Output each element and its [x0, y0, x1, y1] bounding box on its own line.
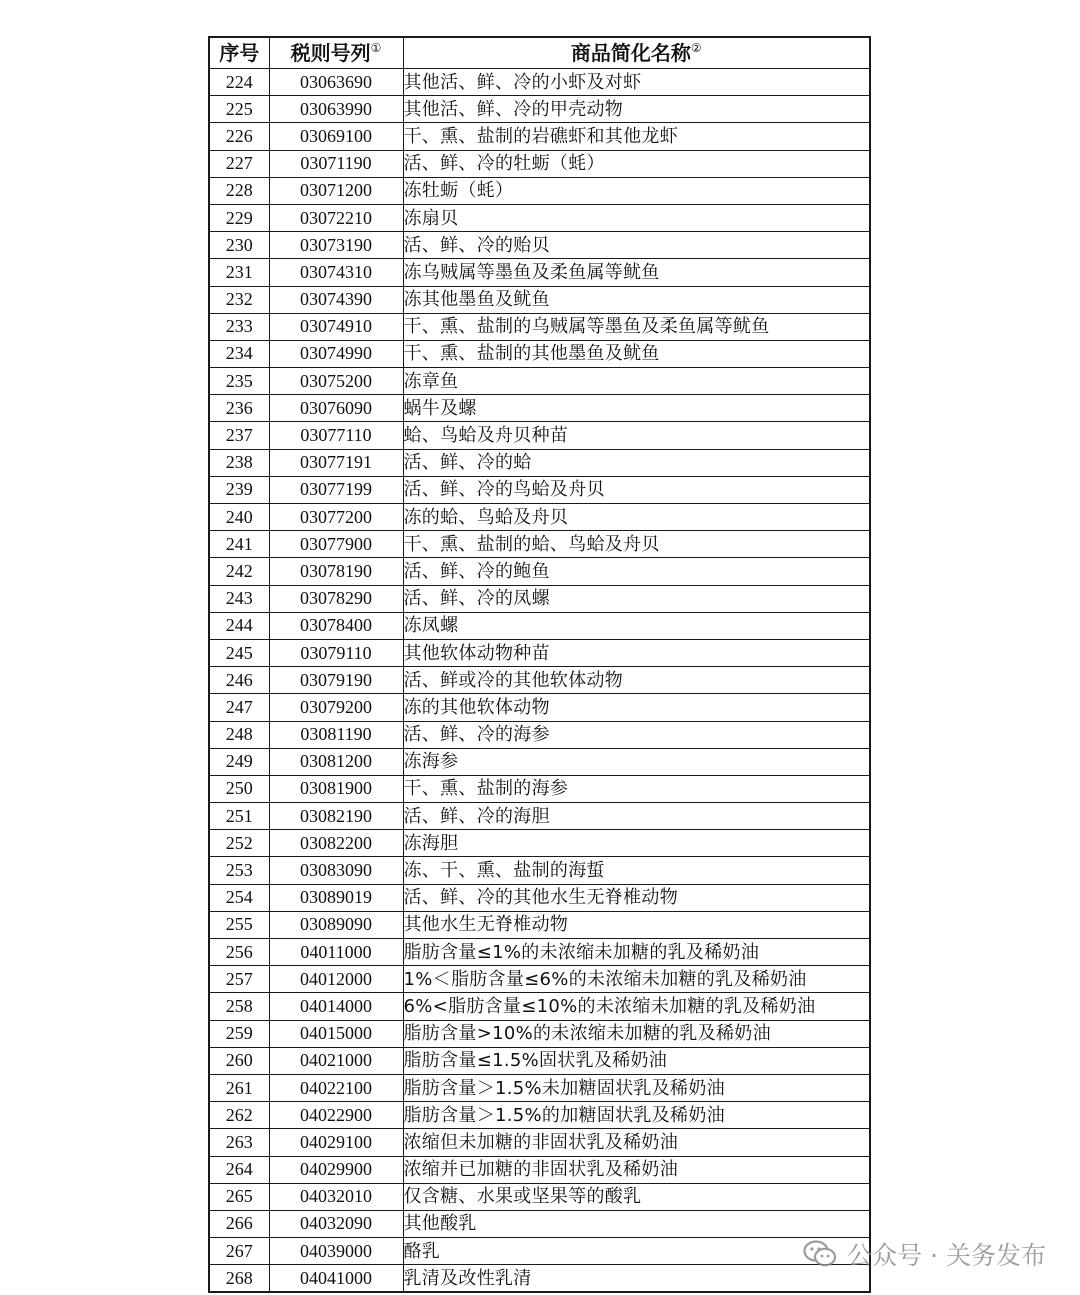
cell-code: 03081900 — [269, 775, 403, 802]
cell-code: 03074990 — [269, 340, 403, 367]
table-row — [209, 204, 870, 231]
table-row — [209, 531, 870, 558]
table-row — [209, 639, 870, 666]
cell-seq: 237 — [209, 422, 269, 449]
cell-code: 03077200 — [269, 504, 403, 531]
cell-seq: 266 — [209, 1210, 269, 1237]
cell-seq: 225 — [209, 96, 269, 123]
header-seq: 序号 — [209, 37, 269, 69]
table-row — [209, 69, 870, 96]
cell-code: 03072210 — [269, 204, 403, 231]
cell-name: 冻乌贼属等墨鱼及柔鱼属等鱿鱼 — [403, 259, 870, 286]
table-row — [209, 667, 870, 694]
cell-code: 03081190 — [269, 721, 403, 748]
cell-name: 其他活、鲜、冷的小虾及对虾 — [403, 69, 870, 96]
table-row — [209, 612, 870, 639]
table-row — [209, 504, 870, 531]
cell-name: 其他活、鲜、冷的甲壳动物 — [403, 96, 870, 123]
watermark — [803, 1236, 1046, 1272]
cell-seq: 245 — [209, 639, 269, 666]
table-row — [209, 1183, 870, 1210]
cell-name: 浓缩但未加糖的非固状乳及稀奶油 — [403, 1129, 870, 1156]
cell-seq: 261 — [209, 1074, 269, 1101]
table-row — [209, 150, 870, 177]
cell-name: 冻海参 — [403, 748, 870, 775]
table-row — [209, 1210, 870, 1237]
cell-code: 03081200 — [269, 748, 403, 775]
cell-seq: 260 — [209, 1047, 269, 1074]
cell-name: 冻海胆 — [403, 830, 870, 857]
cell-name: 蛤、鸟蛤及舟贝种苗 — [403, 422, 870, 449]
cell-code: 03077110 — [269, 422, 403, 449]
cell-code: 03078190 — [269, 558, 403, 585]
cell-code: 04022900 — [269, 1102, 403, 1129]
cell-seq: 254 — [209, 884, 269, 911]
cell-code: 03082200 — [269, 830, 403, 857]
table-row — [209, 1102, 870, 1129]
header-code: 税则号列① — [269, 37, 403, 69]
cell-seq: 229 — [209, 204, 269, 231]
cell-code: 03077900 — [269, 531, 403, 558]
cell-seq: 242 — [209, 558, 269, 585]
cell-seq: 230 — [209, 232, 269, 259]
cell-name: 干、熏、盐制的蛤、鸟蛤及舟贝 — [403, 531, 870, 558]
table-row — [209, 1265, 870, 1293]
cell-seq: 246 — [209, 667, 269, 694]
table-row — [209, 1047, 870, 1074]
table-header-row — [209, 37, 870, 69]
cell-name: 冻章鱼 — [403, 368, 870, 395]
cell-seq: 253 — [209, 857, 269, 884]
cell-seq: 226 — [209, 123, 269, 150]
cell-seq: 247 — [209, 694, 269, 721]
cell-seq: 228 — [209, 177, 269, 204]
cell-seq: 239 — [209, 476, 269, 503]
cell-name: 浓缩并已加糖的非固状乳及稀奶油 — [403, 1156, 870, 1183]
cell-name: 冻扇贝 — [403, 204, 870, 231]
cell-name: 活、鲜、冷的鲍鱼 — [403, 558, 870, 585]
cell-code: 03063690 — [269, 69, 403, 96]
cell-name: 其他水生无脊椎动物 — [403, 911, 870, 938]
cell-name: 1%＜脂肪含量≤6%的未浓缩未加糖的乳及稀奶油 — [403, 966, 870, 993]
table-row — [209, 884, 870, 911]
cell-name: 活、鲜、冷的海参 — [403, 721, 870, 748]
cell-name: 干、熏、盐制的海参 — [403, 775, 870, 802]
cell-name: 冻的蛤、鸟蛤及舟贝 — [403, 504, 870, 531]
cell-code: 04029100 — [269, 1129, 403, 1156]
cell-seq: 234 — [209, 340, 269, 367]
cell-code: 03079200 — [269, 694, 403, 721]
table-row — [209, 966, 870, 993]
cell-name: 冻凤螺 — [403, 612, 870, 639]
cell-name: 冻、干、熏、盐制的海蜇 — [403, 857, 870, 884]
table-row — [209, 911, 870, 938]
cell-name: 干、熏、盐制的其他墨鱼及鱿鱼 — [403, 340, 870, 367]
cell-code: 03073190 — [269, 232, 403, 259]
cell-name: 活、鲜、冷的蛤 — [403, 449, 870, 476]
wechat-icon — [803, 1240, 837, 1268]
cell-seq: 257 — [209, 966, 269, 993]
cell-name: 其他酸乳 — [403, 1210, 870, 1237]
cell-name: 干、熏、盐制的岩礁虾和其他龙虾 — [403, 123, 870, 150]
cell-name: 6%<脂肪含量≤10%的未浓缩未加糖的乳及稀奶油 — [403, 993, 870, 1020]
cell-name: 活、鲜、冷的鸟蛤及舟贝 — [403, 476, 870, 503]
table-body — [209, 69, 870, 1293]
cell-code: 04039000 — [269, 1238, 403, 1265]
table-row — [209, 96, 870, 123]
cell-name: 冻牡蛎（蚝） — [403, 177, 870, 204]
cell-code: 04032090 — [269, 1210, 403, 1237]
cell-seq: 251 — [209, 803, 269, 830]
cell-name: 干、熏、盐制的乌贼属等墨鱼及柔鱼属等鱿鱼 — [403, 313, 870, 340]
cell-code: 04041000 — [269, 1265, 403, 1293]
cell-seq: 264 — [209, 1156, 269, 1183]
cell-code: 03089090 — [269, 911, 403, 938]
table-row — [209, 1074, 870, 1101]
header-name-footnote: ② — [690, 40, 702, 55]
table-row — [209, 1156, 870, 1183]
cell-name: 其他软体动物种苗 — [403, 639, 870, 666]
cell-code: 03071190 — [269, 150, 403, 177]
cell-code: 03071200 — [269, 177, 403, 204]
cell-name: 冻其他墨鱼及鱿鱼 — [403, 286, 870, 313]
cell-name: 脂肪含量>10%的未浓缩未加糖的乳及稀奶油 — [403, 1020, 870, 1047]
cell-seq: 236 — [209, 395, 269, 422]
cell-seq: 265 — [209, 1183, 269, 1210]
table-row — [209, 476, 870, 503]
table-row — [209, 558, 870, 585]
header-name: 商品简化名称② — [403, 37, 870, 69]
table-row — [209, 803, 870, 830]
cell-name: 活、鲜或冷的其他软体动物 — [403, 667, 870, 694]
cell-code: 03083090 — [269, 857, 403, 884]
cell-seq: 248 — [209, 721, 269, 748]
cell-name: 活、鲜、冷的牡蛎（蚝） — [403, 150, 870, 177]
table-row — [209, 775, 870, 802]
cell-seq: 241 — [209, 531, 269, 558]
cell-code: 04032010 — [269, 1183, 403, 1210]
table-row — [209, 123, 870, 150]
cell-seq: 256 — [209, 939, 269, 966]
table-row — [209, 857, 870, 884]
cell-seq: 243 — [209, 585, 269, 612]
cell-code: 03077199 — [269, 476, 403, 503]
cell-seq: 250 — [209, 775, 269, 802]
cell-seq: 233 — [209, 313, 269, 340]
cell-seq: 227 — [209, 150, 269, 177]
table-row — [209, 1238, 870, 1265]
cell-code: 04012000 — [269, 966, 403, 993]
cell-seq: 268 — [209, 1265, 269, 1293]
cell-code: 04029900 — [269, 1156, 403, 1183]
cell-seq: 252 — [209, 830, 269, 857]
table-row — [209, 1020, 870, 1047]
cell-code: 03078290 — [269, 585, 403, 612]
table-row — [209, 340, 870, 367]
cell-seq: 244 — [209, 612, 269, 639]
cell-code: 03063990 — [269, 96, 403, 123]
table-row — [209, 694, 870, 721]
table-row — [209, 395, 870, 422]
cell-seq: 249 — [209, 748, 269, 775]
cell-code: 03078400 — [269, 612, 403, 639]
cell-code: 03074910 — [269, 313, 403, 340]
cell-code: 03079190 — [269, 667, 403, 694]
cell-name: 脂肪含量≤1.5%固状乳及稀奶油 — [403, 1047, 870, 1074]
table-row — [209, 721, 870, 748]
table-row — [209, 993, 870, 1020]
cell-code: 04011000 — [269, 939, 403, 966]
cell-seq: 262 — [209, 1102, 269, 1129]
cell-code: 04015000 — [269, 1020, 403, 1047]
cell-code: 03074390 — [269, 286, 403, 313]
header-code-footnote: ① — [370, 40, 382, 55]
table-row — [209, 1129, 870, 1156]
cell-code: 03082190 — [269, 803, 403, 830]
cell-name: 脂肪含量＞1.5%的加糖固状乳及稀奶油 — [403, 1102, 870, 1129]
cell-name: 活、鲜、冷的海胆 — [403, 803, 870, 830]
cell-code: 04014000 — [269, 993, 403, 1020]
cell-seq: 232 — [209, 286, 269, 313]
cell-name: 仅含糖、水果或坚果等的酸乳 — [403, 1183, 870, 1210]
cell-code: 03089019 — [269, 884, 403, 911]
cell-code: 03069100 — [269, 123, 403, 150]
table-row — [209, 313, 870, 340]
cell-code: 03079110 — [269, 639, 403, 666]
cell-name: 冻的其他软体动物 — [403, 694, 870, 721]
table-row — [209, 177, 870, 204]
cell-code: 03074310 — [269, 259, 403, 286]
cell-name: 活、鲜、冷的凤螺 — [403, 585, 870, 612]
cell-code: 03077191 — [269, 449, 403, 476]
cell-seq: 255 — [209, 911, 269, 938]
cell-name: 蜗牛及螺 — [403, 395, 870, 422]
table-row — [209, 259, 870, 286]
cell-code: 03076090 — [269, 395, 403, 422]
cell-name: 乳清及改性乳清 — [403, 1265, 870, 1293]
table-row — [209, 286, 870, 313]
cell-seq: 258 — [209, 993, 269, 1020]
tariff-table — [208, 36, 871, 1293]
cell-seq: 238 — [209, 449, 269, 476]
cell-seq: 224 — [209, 69, 269, 96]
table-row — [209, 585, 870, 612]
cell-code: 04021000 — [269, 1047, 403, 1074]
cell-code: 03075200 — [269, 368, 403, 395]
table-row — [209, 830, 870, 857]
table-row — [209, 449, 870, 476]
cell-seq: 259 — [209, 1020, 269, 1047]
cell-name: 酪乳 — [403, 1238, 870, 1265]
cell-seq: 263 — [209, 1129, 269, 1156]
cell-seq: 231 — [209, 259, 269, 286]
cell-seq: 235 — [209, 368, 269, 395]
table-row — [209, 748, 870, 775]
cell-code: 04022100 — [269, 1074, 403, 1101]
cell-name: 脂肪含量≤1%的未浓缩未加糖的乳及稀奶油 — [403, 939, 870, 966]
cell-name: 脂肪含量＞1.5%未加糖固状乳及稀奶油 — [403, 1074, 870, 1101]
table-row — [209, 232, 870, 259]
cell-name: 活、鲜、冷的其他水生无脊椎动物 — [403, 884, 870, 911]
table-row — [209, 939, 870, 966]
table-row — [209, 368, 870, 395]
cell-seq: 240 — [209, 504, 269, 531]
cell-seq: 267 — [209, 1238, 269, 1265]
watermark-text: 公众号 · 关务发布 — [847, 1241, 1046, 1270]
cell-name: 活、鲜、冷的贻贝 — [403, 232, 870, 259]
table-row — [209, 422, 870, 449]
